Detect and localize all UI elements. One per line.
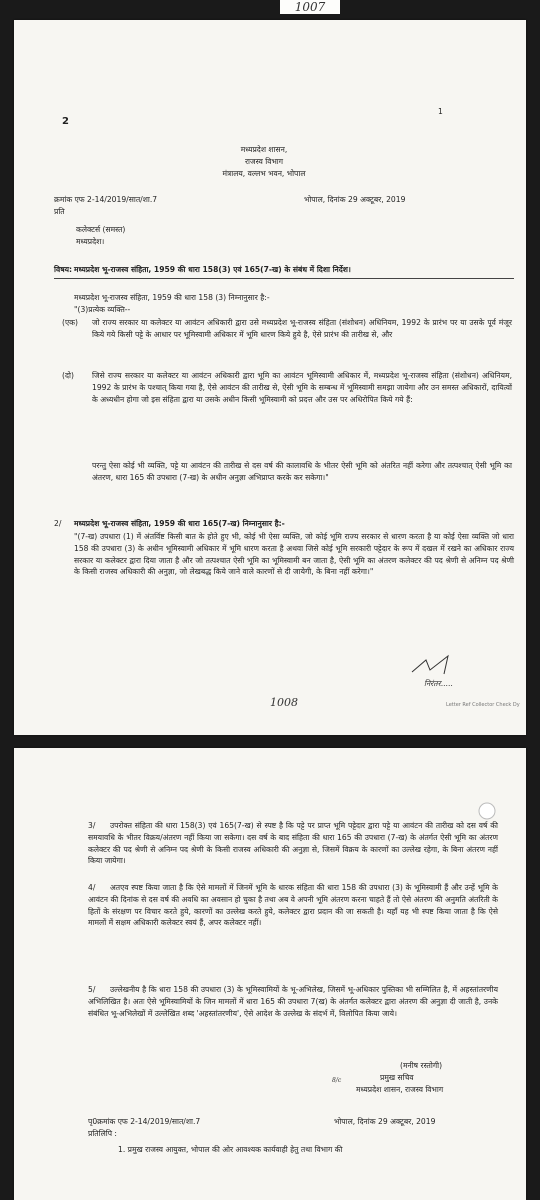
corner-page-number: 1 — [438, 107, 443, 116]
prati-label: प्रति — [54, 207, 65, 216]
proviso: परन्तु ऐसा कोई भी व्यक्ति, पट्टे या आवंटन की तारीख से दस वर्ष की कालावधि के भीतर ऐसी भूमि को अंतरित नहीं करेगा और तत्पश्चात् ऐसी भूमि का अंतरण, धारा 165 की उपधारा (7-ख) के अधीन अनुज्ञा अभिप्राप्त करके कर सकेगा।" — [92, 461, 512, 482]
letter-page-1 — [14, 20, 526, 735]
para1-quote-open: "(3)प्रत्येक व्यक्ति-- — [74, 305, 131, 314]
header-line-3: मंत्रालय, वल्लभ भवन, भोपाल — [222, 169, 306, 178]
subject-label: विषय: — [54, 265, 73, 274]
top-scan-strip — [0, 0, 540, 20]
signatory-title-2: मध्यप्रदेश शासन, राजस्व विभाग — [356, 1085, 444, 1094]
signature-mark — [408, 650, 468, 680]
memo-number: क्रमांक एफ 2-14/2019/सात/शा.7 — [54, 195, 158, 204]
para5-number: 5/ — [88, 985, 96, 994]
para4: अतएव स्पष्ट किया जाता है कि ऐसे मामलों में जिनमें भूमि के धारक संहिता की धारा 158 की उपधारा (3) के भूमिस्वामी हैं और उन्हें भूमि के आवंटन की दिनांक से दस वर्ष की अवधि का अवसान हो चुका है तथा अब वे अपनी भूमि अंतरण करना चाहते हैं तो ऐसे अंतरण की अनुमति अंतरिती के हितों के संरक्षण पर विचार करते हुये, कारणों का उल्लेख करते हुये, कलेक्टर द्वारा प्रदान की जा सकती है। यहाँ यह भी स्पष्ट किया जाता है कि ऐसे मामलों में सक्षम अधिकारी कलेक्टर स्वयं हैं, अपर कलेक्टर नहीं। — [88, 883, 498, 928]
clause-ek: जो राज्य सरकार या कलेक्टर या आवंटन अधिकारी द्वारा उसे मध्यप्रदेश भू-राजस्व संहिता (संशोधन) अधिनियम, 1992 के प्रारंभ पर या उसके पूर्व मंजूर किये गये किसी पट्टे के आधार पर भूमिस्वामी अधिकार में भूमि धारण किये हुये है, ऐसे प्रारंभ की तारीख से, और — [92, 318, 512, 339]
signatory-title-1: प्रमुख सचिव — [380, 1073, 414, 1082]
header-line-2: राजस्व विभाग — [244, 157, 284, 166]
signatory-name: (मनीष रस्तोगी) — [400, 1061, 443, 1070]
side-mark: 2 — [62, 116, 69, 127]
subject-rule — [54, 278, 514, 279]
para5: उल्लेखनीय है कि धारा 158 की उपधारा (3) के भूमिस्वामियों के भू-अभिलेख, जिसमें भू-अधिकार पुस्तिका भी सम्मिलित है, में अहस्तांतरणीय अभिलिखित है। अतः ऐसे भूमिस्वामियों के जिन मामलों में धारा 165 की उपधारा 7(ख) के अंतर्गत कलेक्टर द्वारा अंतरण की अनुज्ञा दी जाती है, उनके संबंधित भू-अभिलेखों में उल्लेखित शब्द 'अहस्तांतरणीय', ऐसे आदेश के उल्लेख के संदर्भ में, विलोपित किया जाये। — [88, 985, 498, 1018]
nirantar: निरंतर..... — [424, 679, 453, 688]
copy-item-1: 1. प्रमुख राजस्व आयुक्त, भोपाल की ओर आवश्यक कार्यवाही हेतु तथा विभाग की — [118, 1145, 343, 1154]
para4-number: 4/ — [88, 883, 96, 892]
to-line-2: मध्यप्रदेश। — [76, 237, 105, 246]
handwritten-page-number: 1008 — [270, 696, 298, 709]
clause-ek-label: (एक) — [62, 318, 78, 327]
sign-mark: 8/c — [332, 1077, 342, 1084]
endorse-number: पृ0क्रमांक एफ 2-14/2019/सात/शा.7 — [88, 1117, 201, 1126]
para3: उपरोक्त संहिता की धारा 158(3) एवं 165(7-ख) से स्पष्ट है कि पट्टे पर प्राप्त भूमि पट्टेदार द्वारा पट्टे या आवंटन की तारीख को दस वर्ष की समयावधि के भीतर विक्रय/अंतरण नहीं किया जा सकेगा। दस वर्ष के बाद संहिता की धारा 165 की उपधारा (7-ख) के अंतर्गत ऐसी भूमि का अंतरण कलेक्टर की पद श्रेणी से अनिम्न पद श्रेणी के किसी राजस्व अधिकारी की अनुज्ञा से, जिसमें विक्रय के कारणों का उल्लेख रहेगा, के बिना अंतरण नहीं किया जायेगा। — [88, 821, 498, 866]
top-page-number: 1007 — [280, 0, 340, 14]
to-line-1: कलेक्टर्स (समस्त) — [76, 225, 126, 234]
para2-intro: मध्यप्रदेश भू-राजस्व संहिता, 1959 की धारा 165(7-ख) निम्नानुसार है:- — [74, 519, 285, 528]
para3-number: 3/ — [88, 821, 96, 830]
subject-text: मध्यप्रदेश भू-राजस्व संहिता, 1959 की धारा 158(3) एवं 165(7-ख) के संबंध में दिशा निर्देश। — [74, 265, 351, 274]
para2-body: "(7-ख) उपधारा (1) में अंतर्विष्ट किसी बात के होते हुए भी, कोई भी ऐसा व्यक्ति, जो कोई भूमि राज्य सरकार से धारण करता है या कोई ऐसा व्यक्ति जो धारा 158 की उपधारा (3) के अधीन भूमिस्वामी अधिकार में भूमि धारण करता है अथवा जिसे कोई भूमि सरकारी पट्टेदार के रूप में दखल में रखने का अधिकार राज्य सरकार या कलेक्टर द्वारा दिया जाता है और जो तत्पश्चात ऐसी भूमि का भूमिस्वामी बन जाता है, ऐसी भूमि का अंतरण कलेक्टर की पद श्रेणी से अनिम्न पद श्रेणी के किसी राजस्व अधिकारी की अनुज्ञा, जो लेखबद्ध किये जाने वाले कारणों से दी जायेगी, के बिना नहीं करेगा।" — [74, 532, 514, 577]
pratilipi-label: प्रतिलिपि : — [88, 1129, 117, 1138]
para1-intro: मध्यप्रदेश भू-राजस्व संहिता, 1959 की धारा 158 (3) निम्नानुसार है:- — [74, 293, 270, 302]
memo-date: भोपाल, दिनांक 29 अक्टूबर, 2019 — [304, 195, 406, 204]
para2-number: 2/ — [54, 519, 62, 528]
clause-do-label: (दो) — [62, 371, 74, 380]
stamp-small: Letter Ref Collector Check Dy — [446, 702, 520, 708]
clause-do: जिसे राज्य सरकार या कलेक्टर या आवंटन अधिकारी द्वारा भूमि का आवंटन भूमिस्वामी अधिकार में, मध्यप्रदेश भू-राजस्व संहिता (संशोधन) अधिनियम, 1992 के प्रारंभ के पश्चात् किया गया है, ऐसे आवंटन की तारीख से, ऐसी भूमि के सम्बन्ध में भूमिस्वामी समझा जायेगा और उन समस्त अधिकारों, दायित्वों के अध्यधीन होगा जो इस संहिता द्वारा या उसके अधीन किसी भूमिस्वामी को प्रदत्त और उस पर अधिरोपित किये गये हैं: — [92, 371, 512, 404]
punch-hole-icon — [476, 800, 498, 822]
header-line-1: मध्यप्रदेश शासन, — [240, 145, 288, 154]
letter-page-2 — [14, 748, 526, 1200]
endorse-date: भोपाल, दिनांक 29 अक्टूबर, 2019 — [334, 1117, 436, 1126]
